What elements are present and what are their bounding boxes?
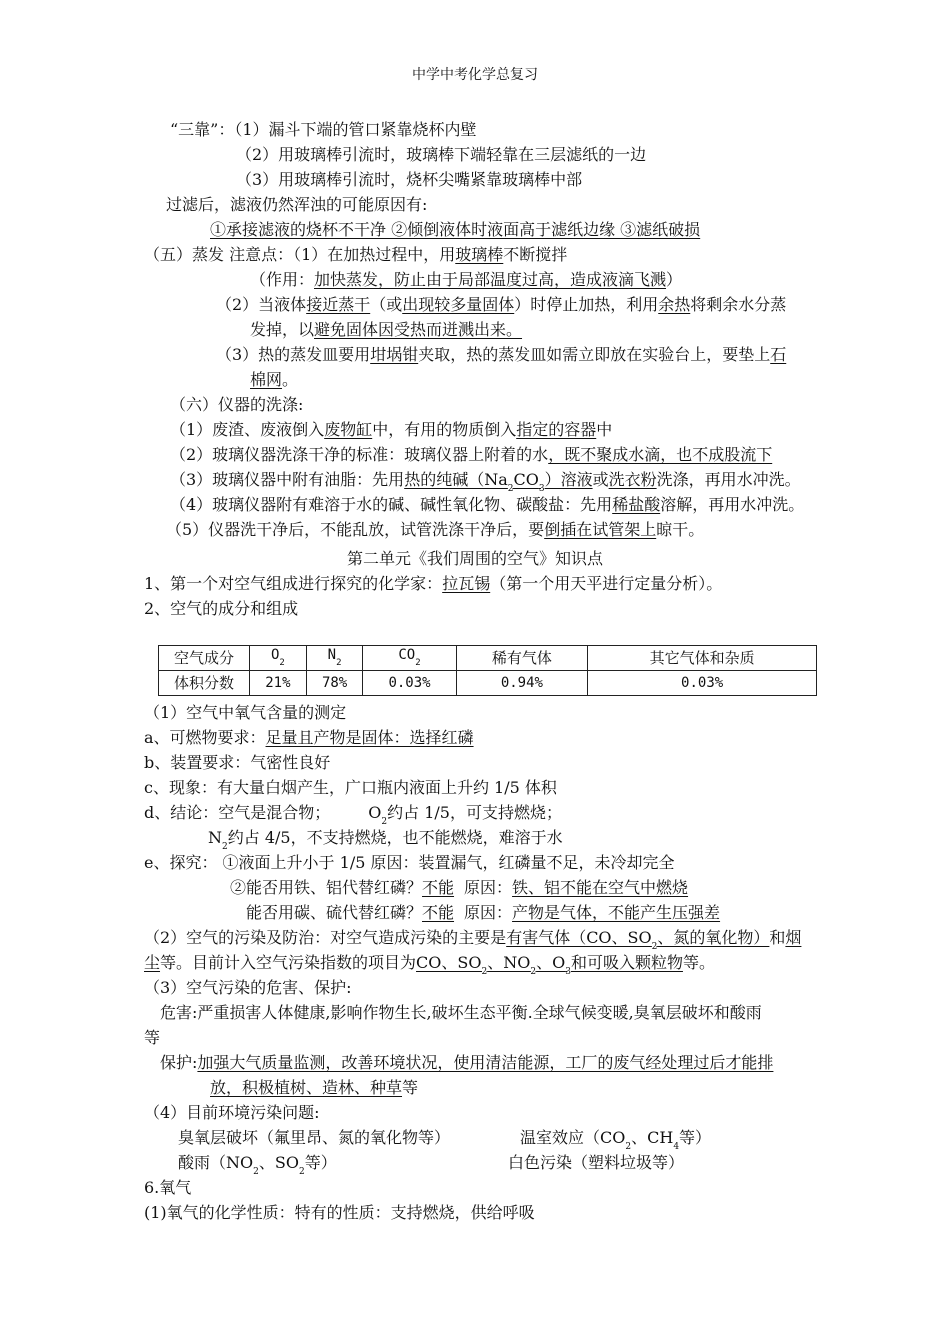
harm-title: （3）空气污染的危害、保护: (144, 978, 352, 997)
evap-line-2: （作用：加快蒸发，防止由于局部温度过高，造成液滴飞溅） (250, 270, 683, 289)
air-composition-table (158, 645, 817, 696)
page-header: 中学中考化学总复习 (412, 67, 538, 83)
unit2-title: 第二单元《我们周围的空气》知识点 (346, 549, 603, 568)
table-cell: $N_2$ (306, 646, 363, 671)
wash-line-2: （2）玻璃仪器洗涤干净的标准：玻璃仪器上附着的水，既不聚成水滴，也不成股流下 (170, 445, 773, 464)
harm-line-2: 等 (144, 1028, 161, 1047)
harm-line-1: 危害:严重损害人体健康,影响作物生长,破坏生态平衡.全球气候变暖,臭氧层破坏和酸雨 (160, 1003, 762, 1022)
oxygen-test-e3: 能否用碳、硫代替红磷？不能 原因：产物是气体，不能产生压强差 (246, 903, 721, 922)
wash-line-4: （4）玻璃仪器附有难溶于水的碱、碱性氧化物、碳酸盐：先用稀盐酸溶解，再用水冲洗。 (170, 495, 805, 514)
table-cell: $O_2$ (250, 646, 307, 671)
env-ozone: 臭氧层破坏（氟里昂、氮的氧化物等） (178, 1128, 451, 1147)
wash-line-5: （5）仪器洗干净后，不能乱放，试管洗涤干净后，要倒插在试管架上晾干。 (166, 520, 705, 539)
turbid-question: 过滤后，滤液仍然浑浊的可能原因有: (166, 195, 428, 214)
oxygen-test-a: a、可燃物要求：足量且产物是固体：选择红磷 (144, 728, 474, 747)
oxygen-test-d: d、结论：空气是混合物； $O_2$约占 1/5，可支持燃烧； (144, 803, 562, 827)
unit2-point-1: 1、第一个对空气组成进行探究的化学家：拉瓦锡（第一个用天平进行定量分析）。 (144, 574, 723, 593)
protect-line-2: 放，积极植树、造林、种草等 (210, 1078, 419, 1097)
unit2-point-2: 2、空气的成分和组成 (144, 599, 299, 618)
pollution-line-1: （2）空气的污染及防治：对空气造成污染的主要是有害气体（CO、$SO_2$、氮的氧化物）和烟 (144, 928, 802, 952)
evap-line-5: （3）热的蒸发皿要用坩埚钳夹取，热的蒸发皿如需立即放在实验台上，要垫上石 (216, 345, 787, 364)
protect-line-1: 保护:加强大气质量监测，改善环境状况，使用清洁能源，工厂的废气经处理过后才能排 (160, 1053, 774, 1072)
table-cell: 0.03% (363, 671, 456, 696)
evap-line-4: 发掉，以避免固体因受热而迸溅出来。 (250, 320, 523, 339)
env-greenhouse: 温室效应（$CO_2$、$CH_4$等） (520, 1128, 712, 1152)
oxygen-test-e2: ②能否用铁、铝代替红磷？不能 原因：铁、铝不能在空气中燃烧 (230, 878, 689, 897)
oxygen-test-c: c、现象：有大量白烟产生，广口瓶内液面上升约 1/5 体积 (144, 778, 557, 797)
oxygen-title: 6.氧气 (144, 1178, 192, 1197)
oxygen-test-b: b、装置要求：气密性良好 (144, 753, 331, 772)
oxygen-property: (1)氧气的化学性质：特有的性质：支持燃烧，供给呼吸 (144, 1203, 535, 1222)
table-cell: 稀有气体 (456, 646, 588, 671)
wash-title: （六）仪器的洗涤: (170, 395, 304, 414)
pollution-line-2: 尘等。目前计入空气污染指数的项目为CO、$SO_2$、$NO_2$、$O_3$和可吸入颗粒物等。 (144, 953, 715, 977)
sankao-line-2: （2）用玻璃棒引流时，玻璃棒下端轻靠在三层滤纸的一边 (236, 145, 647, 164)
evap-line-6: 棉网。 (250, 370, 299, 389)
table-cell: $CO_2$ (363, 646, 456, 671)
table-cell: 其它气体和杂质 (588, 646, 817, 671)
table-cell: 78% (306, 671, 363, 696)
env-title: （4）目前环境污染问题: (144, 1103, 320, 1122)
table-row (159, 671, 817, 696)
sankao-line-3: （3）用玻璃棒引流时，烧杯尖嘴紧靠玻璃棒中部 (236, 170, 583, 189)
table-cell: 0.03% (588, 671, 817, 696)
sankao-line-1: “三靠”：（1）漏斗下端的管口紧靠烧杯内壁 (170, 120, 477, 139)
evap-line-3: （2）当液体接近蒸干（或出现较多量固体）时停止加热，利用余热将剩余水分蒸 (216, 295, 787, 314)
wash-line-1: （1）废渣、废液倒入废物缸中，有用的物质倒入指定的容器中 (170, 420, 613, 439)
wash-line-3: （3）玻璃仪器中附有油脂：先用热的纯碱$(Na_2CO_3)$溶液或洗衣粉洗涤，再用水冲洗。 (170, 470, 801, 494)
table-cell: 体积分数 (159, 671, 250, 696)
table-row (159, 646, 817, 671)
table-cell: 0.94% (456, 671, 588, 696)
oxygen-test-e1: e、探究： ①液面上升小于 1/5 原因：装置漏气，红磷量不足，未冷却完全 (144, 853, 675, 872)
table-cell: 空气成分 (159, 646, 250, 671)
evap-line-1: （五）蒸发 注意点：（1）在加热过程中，用玻璃棒不断搅拌 (144, 245, 568, 264)
oxygen-test-title: （1）空气中氧气含量的测定 (144, 703, 347, 722)
table-cell: 21% (250, 671, 307, 696)
env-acid-rain: 酸雨（$NO_2$、$SO_2$等） (178, 1153, 337, 1177)
env-white-pollution: 白色污染（塑料垃圾等） (508, 1153, 685, 1172)
oxygen-test-d2: $N_2$约占 4/5，不支持燃烧，也不能燃烧，难溶于水 (208, 828, 563, 852)
turbid-answer: ①承接滤液的烧杯不干净 ②倾倒液体时液面高于滤纸边缘 ③滤纸破损 (210, 220, 701, 239)
